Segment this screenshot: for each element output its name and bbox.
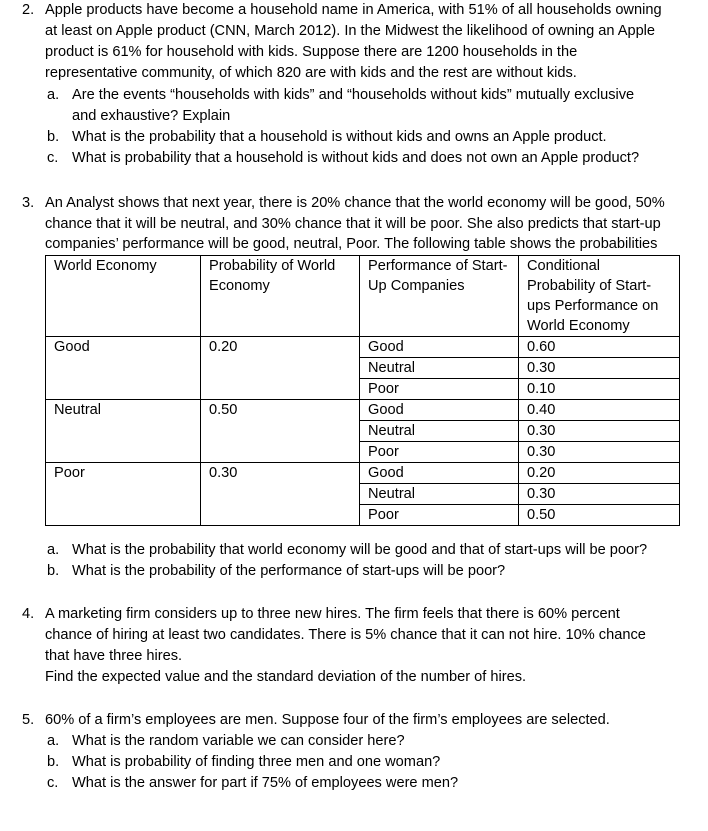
table-row bbox=[46, 358, 680, 379]
probability-cell-empty bbox=[201, 421, 360, 442]
economy-cell: Neutral bbox=[46, 400, 201, 421]
question-text-line: A marketing firm considers up to three new hires. The firm feels that there is 60% percent bbox=[45, 606, 620, 622]
part-label: c. bbox=[47, 775, 59, 791]
probability-table bbox=[45, 255, 680, 526]
table-header-row bbox=[46, 256, 680, 337]
table-row bbox=[46, 442, 680, 463]
table-row bbox=[46, 463, 680, 484]
conditional-cell: 0.40 bbox=[519, 400, 680, 421]
conditional-cell: 0.30 bbox=[519, 358, 680, 379]
economy-cell-empty bbox=[46, 484, 201, 505]
question-text-line: chance of hiring at least two candidates. There is 5% chance that it can not hire. 10% chance bbox=[45, 627, 646, 643]
conditional-cell: 0.30 bbox=[519, 484, 680, 505]
part-label: a. bbox=[47, 733, 60, 749]
question-text-line: An Analyst shows that next year, there is 20% chance that the world economy will be good, 50% bbox=[45, 195, 665, 211]
conditional-cell: 0.10 bbox=[519, 379, 680, 400]
economy-cell-empty bbox=[46, 505, 201, 526]
conditional-cell: 0.60 bbox=[519, 337, 680, 358]
part-label: b. bbox=[47, 563, 60, 579]
question-text-line: product is 61% for household with kids. Suppose there are 1200 households in the bbox=[45, 44, 578, 60]
performance-cell: Good bbox=[360, 337, 519, 358]
header-world-economy: World Economy bbox=[46, 256, 201, 337]
question-text-line: Find the expected value and the standard deviation of the number of hires. bbox=[45, 669, 527, 685]
question-text-line: 60% of a firm’s employees are men. Suppose four of the firm’s employees are selected. bbox=[45, 712, 610, 728]
table-row bbox=[46, 400, 680, 421]
question-number: 3. bbox=[22, 195, 35, 211]
table-row bbox=[46, 505, 680, 526]
question-text-line: Apple products have become a household name in America, with 51% of all households owning bbox=[45, 2, 662, 18]
economy-cell: Poor bbox=[46, 463, 201, 484]
table-row bbox=[46, 379, 680, 400]
question-number: 2. bbox=[22, 2, 35, 18]
question-text-line: chance that it will be neutral, and 30% chance that it will be poor. She also predicts that start-up bbox=[45, 216, 661, 232]
economy-cell-empty bbox=[46, 379, 201, 400]
probability-cell-empty bbox=[201, 442, 360, 463]
probability-cell-empty bbox=[201, 358, 360, 379]
part-text-line: What is the random variable we can consider here? bbox=[72, 733, 405, 749]
probability-cell: 0.50 bbox=[201, 400, 360, 421]
economy-cell-empty bbox=[46, 421, 201, 442]
question-text-line: at least on Apple product (CNN, March 2012). In the Midwest the likelihood of owning an Apple bbox=[45, 23, 656, 39]
part-text-line: What is the answer for part if 75% of employees were men? bbox=[72, 775, 459, 791]
performance-cell: Poor bbox=[360, 442, 519, 463]
probability-cell: 0.30 bbox=[201, 463, 360, 484]
part-text-line: What is probability that a household is without kids and does not own an Apple product? bbox=[72, 150, 640, 166]
table-row bbox=[46, 337, 680, 358]
part-label: b. bbox=[47, 129, 60, 145]
table-row bbox=[46, 421, 680, 442]
part-text-line: What is the probability that world economy will be good and that of start-ups will be poor? bbox=[72, 542, 648, 558]
economy-cell-empty bbox=[46, 358, 201, 379]
performance-cell: Neutral bbox=[360, 421, 519, 442]
performance-cell: Poor bbox=[360, 505, 519, 526]
part-label: a. bbox=[47, 87, 60, 103]
question-number: 4. bbox=[22, 606, 35, 622]
probability-cell-empty bbox=[201, 484, 360, 505]
economy-cell-empty bbox=[46, 442, 201, 463]
conditional-cell: 0.50 bbox=[519, 505, 680, 526]
part-label: c. bbox=[47, 150, 59, 166]
performance-cell: Neutral bbox=[360, 484, 519, 505]
conditional-cell: 0.30 bbox=[519, 421, 680, 442]
question-number: 5. bbox=[22, 712, 35, 728]
header-performance-start-up: Performance of Start- Up Companies bbox=[360, 256, 519, 337]
header-conditional-probability: Conditional Probability of Start- ups Performance on World Economy bbox=[519, 256, 680, 337]
table-row bbox=[46, 484, 680, 505]
economy-cell: Good bbox=[46, 337, 201, 358]
part-text-line: What is the probability that a household is without kids and owns an Apple product. bbox=[72, 129, 607, 145]
question-text-line: companies’ performance will be good, neutral, Poor. The following table shows the probabilities bbox=[45, 236, 658, 252]
conditional-cell: 0.30 bbox=[519, 442, 680, 463]
header-probability-world-economy: Probability of World Economy bbox=[201, 256, 360, 337]
performance-cell: Good bbox=[360, 463, 519, 484]
part-text-line: What is probability of finding three men and one woman? bbox=[72, 754, 441, 770]
performance-cell: Poor bbox=[360, 379, 519, 400]
part-label: b. bbox=[47, 754, 60, 770]
conditional-cell: 0.20 bbox=[519, 463, 680, 484]
probability-cell-empty bbox=[201, 505, 360, 526]
performance-cell: Good bbox=[360, 400, 519, 421]
part-text-line: Are the events “households with kids” and “households without kids” mutually exclusive bbox=[72, 87, 635, 103]
probability-cell: 0.20 bbox=[201, 337, 360, 358]
part-text-line: What is the probability of the performance of start-ups will be poor? bbox=[72, 563, 506, 579]
performance-cell: Neutral bbox=[360, 358, 519, 379]
question-text-line: that have three hires. bbox=[45, 648, 183, 664]
part-text-line: and exhaustive? Explain bbox=[72, 108, 231, 124]
probability-cell-empty bbox=[201, 379, 360, 400]
question-text-line: representative community, of which 820 are with kids and the rest are without kids. bbox=[45, 65, 577, 81]
part-label: a. bbox=[47, 542, 60, 558]
